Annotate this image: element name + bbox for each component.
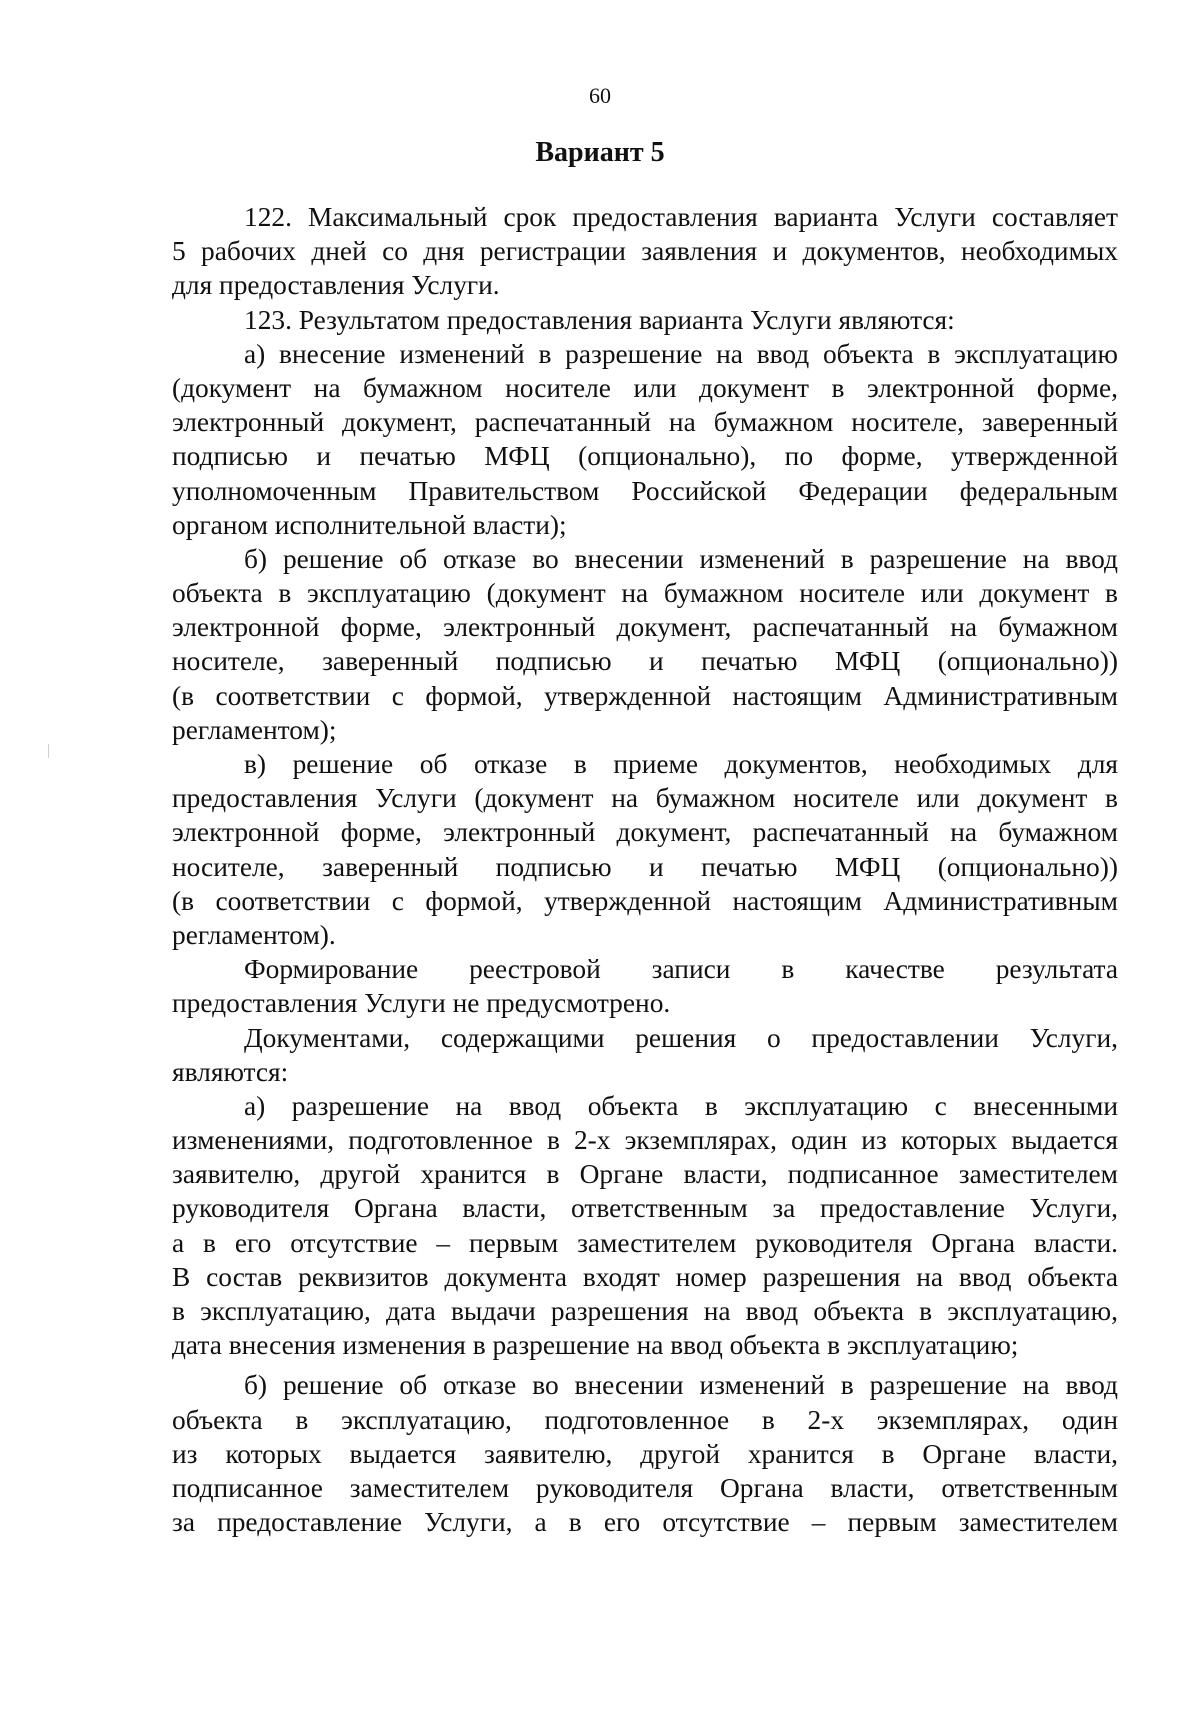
text-line: а) внесение изменений в разрешение на ввод объекта в эксплуатацию [244,338,1118,369]
page-number: 60 [589,83,611,108]
document-body [172,200,1118,1539]
text-line: в эксплуатацию, дата выдачи разрешения на ввод объекта в эксплуатацию, [172,1296,1118,1326]
text-line: Документами, содержащими решения о предоставлении Услуги, [244,1022,1118,1053]
text-line: а в его отсутствие – первым заместителем руководителя Органа власти. [172,1227,1118,1258]
text-line: являются: [172,1056,289,1087]
text-line: 123. Результатом предоставления варианта Услуги являются: [244,304,955,335]
text-line: заявителю, другой хранится в Органе власти, подписанное заместителем [172,1159,1118,1190]
text-line: носителе, заверенный подписью и печатью МФЦ (опционально)) [172,851,1118,882]
text-line: регламентом). [172,919,336,950]
text-line: 122. Максимальный срок предоставления варианта Услуги составляет [244,202,1118,232]
text-line: (документ на бумажном носителе или документ в электронной форме, [172,372,1118,403]
text-line: предоставления Услуги не предусмотрено. [172,988,671,1019]
text-line: электронной форме, электронный документ, распечатанный на бумажном [172,817,1118,848]
text-line: из которых выдается заявителю, другой хранится в Органе власти, [172,1438,1118,1469]
text-line: подписью и печатью МФЦ (опционально), по форме, утвержденной [172,441,1118,472]
text-line: регламентом); [172,714,337,745]
section-heading: Вариант 5 [535,137,665,168]
text-line: для предоставления Услуги. [172,270,500,301]
text-line: В состав реквизитов документа входят номер разрешения на ввод объекта [172,1261,1118,1292]
text-line: электронный документ, распечатанный на бумажном носителе, заверенный [172,407,1118,438]
text-line: электронной форме, электронный документ, распечатанный на бумажном [172,612,1118,643]
text-line: руководителя Органа власти, ответственным за предоставление Услуги, [172,1193,1118,1224]
scan-mark [48,744,49,758]
text-line: а) разрешение на ввод объекта в эксплуатацию с внесенными [244,1090,1118,1121]
text-line: б) решение об отказе во внесении изменений в разрешение на ввод [244,1370,1118,1401]
text-line: объекта в эксплуатацию (документ на бумажном носителе или документ в [172,578,1118,609]
text-line: дата внесения изменения в разрешение на ввод объекта в эксплуатацию; [172,1330,1019,1361]
text-line: 5 рабочих дней со дня регистрации заявления и документов, необходимых [172,236,1118,267]
text-line: б) решение об отказе во внесении изменений в разрешение на ввод [244,543,1118,574]
text-line: носителе, заверенный подписью и печатью МФЦ (опционально)) [172,646,1118,677]
text-line: Формирование реестровой записи в качестве результата [244,954,1118,985]
text-line: в) решение об отказе в приеме документов, необходимых для [244,749,1118,779]
text-line: подписанное заместителем руководителя Органа власти, ответственным [172,1472,1118,1503]
text-line: за предоставление Услуги, а в его отсутствие – первым заместителем [172,1507,1118,1538]
text-line: изменениями, подготовленное в 2-х экземплярах, один из которых выдается [172,1125,1118,1156]
text-line: уполномоченным Правительством Российской Федерации федеральным [172,475,1118,506]
text-line: предоставления Услуги (документ на бумажном носителе или документ в [172,783,1118,814]
text-line: (в соответствии с формой, утвержденной настоящим Административным [172,885,1118,916]
text-line: объекта в эксплуатацию, подготовленное в 2-х экземплярах, один [172,1404,1118,1435]
text-line: (в соответствии с формой, утвержденной настоящим Административным [172,680,1118,711]
text-line: органом исполнительной власти); [172,509,567,540]
